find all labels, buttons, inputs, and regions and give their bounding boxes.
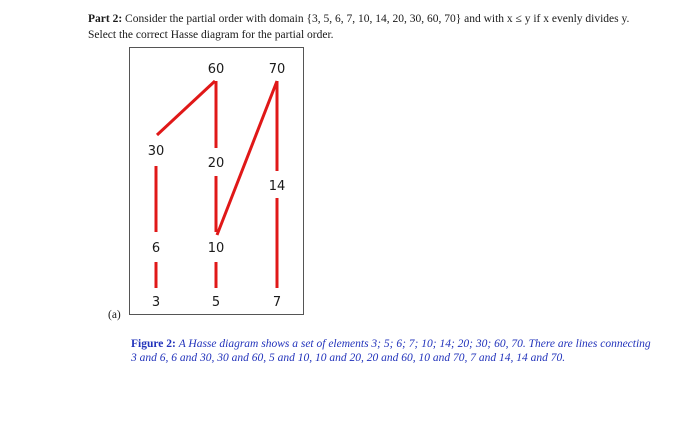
node-10: 10 <box>207 241 225 256</box>
edge-30-60 <box>157 81 215 135</box>
node-60: 60 <box>207 62 225 77</box>
question-body: Consider the partial order with domain {3, 5, 6, 7, 10, 14, 20, 30, 60, 70} and with x ≤ y if x evenly divides y. Select the correct Hasse diagram for the partial order. <box>88 13 630 41</box>
caption-head: Figure 2: <box>131 338 176 350</box>
node-20: 20 <box>207 156 225 171</box>
node-14: 14 <box>268 179 286 194</box>
node-30: 30 <box>147 144 165 159</box>
node-5: 5 <box>211 295 221 310</box>
hasse-diagram <box>129 47 304 315</box>
option-label-a[interactable]: (a) <box>108 309 121 321</box>
node-70: 70 <box>268 62 286 77</box>
part-label: Part 2: <box>88 13 123 25</box>
node-3: 3 <box>151 295 161 310</box>
node-7: 7 <box>272 295 282 310</box>
figure-caption <box>131 337 651 365</box>
node-6: 6 <box>151 241 161 256</box>
hasse-diagram-svg <box>130 48 305 316</box>
question-text <box>88 11 648 43</box>
caption-body: A Hasse diagram shows a set of elements 3; 5; 6; 7; 10; 14; 20; 30; 60, 70. There are lines connecting 3 and 6, 6 and 30, 30 and 60, 5 and 10, 10 and 20, 20 and 60, 10 and 70, 7 and 14, 14 and 70. <box>131 338 651 364</box>
